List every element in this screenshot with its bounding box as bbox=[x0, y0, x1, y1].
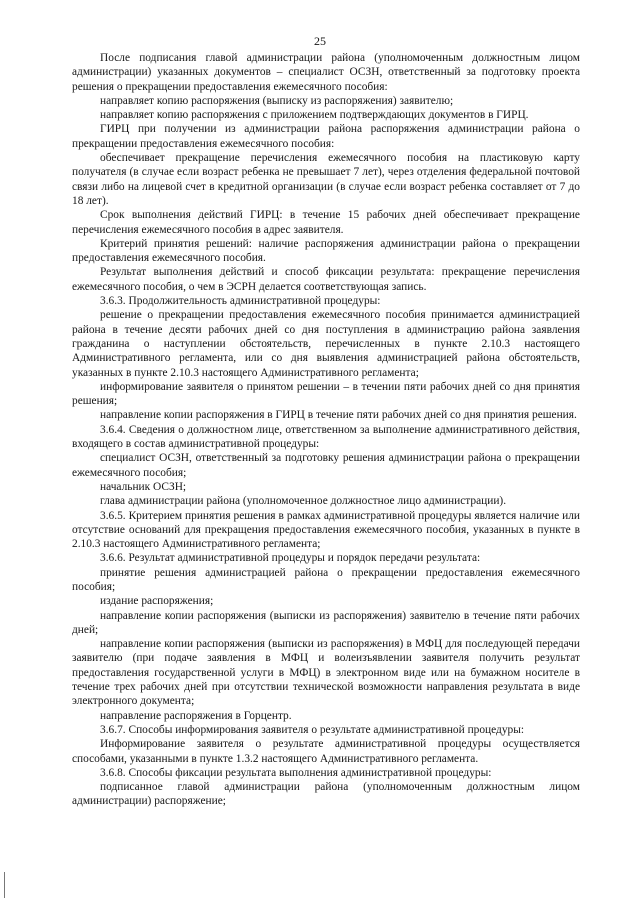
paragraph: 3.6.7. Способы информирования заявителя о результате административной процедуры: bbox=[100, 723, 525, 736]
body-text bbox=[72, 51, 580, 809]
paragraph: направление распоряжения в Горцентр. bbox=[100, 709, 292, 722]
scan-edge-mark bbox=[4, 872, 5, 898]
paragraph: подписанное главой администрации района (уполномоченным должностным лицом администрации) распоряжение; bbox=[72, 781, 580, 808]
paragraph: издание распоряжения; bbox=[100, 595, 214, 608]
paragraph: 3.6.8. Способы фиксации результата выполнения административной процедуры: bbox=[100, 766, 492, 779]
paragraph: После подписания главой администрации района (уполномоченным должностным лицом администрации) указанных документов – специалист ОСЗН, ответственный за подготовку проекта решения о прекращении предоставления ежемесячного пособия: bbox=[72, 52, 580, 93]
paragraph: 3.6.3. Продолжительность административной процедуры: bbox=[100, 295, 381, 308]
paragraph: начальник ОСЗН; bbox=[100, 480, 187, 493]
paragraph: информирование заявителя о принятом решении – в течении пяти рабочих дней со дня принятия решения; bbox=[72, 380, 580, 408]
paragraph: 3.6.5. Критерием принятия решения в рамках административной процедуры является наличие или отсутствие оснований для прекращения предоставления ежемесячного пособия, указанных в пункте в 2.10.3 настоящего Административного регламента; bbox=[72, 509, 580, 551]
paragraph: ГИРЦ при получении из администрации района распоряжения администрации района о прекращении предоставления ежемесячного пособия: bbox=[72, 123, 580, 150]
paragraph: обеспечивает прекращение перечисления ежемесячного пособия на пластиковую карту получателя (в случае если возраст ребенка не превышает 7 лет), через отделения федеральной почтовой связи либо на лицевой счет в кредитной организации (в случае если возраст ребенка составляет от 7 до 18 лет). bbox=[72, 152, 580, 207]
paragraph: 3.6.6. Результат административной процедуры и порядок передачи результата: bbox=[100, 552, 481, 565]
page-number: 25 bbox=[314, 34, 326, 48]
paragraph: специалист ОСЗН, ответственный за подготовку решения администрации района о прекращении ежемесячного пособия; bbox=[72, 452, 580, 479]
paragraph: Результат выполнения действий и способ фиксации результата: прекращение перечисления ежемесячного пособия, о чем в ЭСРН делается соответствующая запись. bbox=[72, 266, 580, 293]
paragraph: направление копии распоряжения (выписки из распоряжения) в МФЦ для последующей передачи заявителю (при подаче заявления в МФЦ и волеизъявлении заявителя получить результат предоставления государственной услуги в МФЦ) в электронном виде или на бумажном носителе в течение трех рабочих дней при отсутствии технической возможности направления результата в виде электронного документа; bbox=[72, 638, 580, 708]
paragraph: глава администрации района (уполномоченное должностное лицо администрации). bbox=[100, 495, 507, 508]
paragraph: направляет копию распоряжения (выписку из распоряжения) заявителю; bbox=[100, 94, 454, 107]
paragraph: решение о прекращении предоставления ежемесячного пособия принимается администрацией района в течение десяти рабочих дней со дня поступления в администрацию района заявления гражданина о наступлении обстоятельств, перечисленных в пункте 2.10.3 настоящего Административного регламента, или со дня выявления администрацией района обстоятельств, указанных в пункте 2.10.3 настоящего Административного регламента; bbox=[72, 309, 580, 379]
paragraph: направляет копию распоряжения с приложением подтверждающих документов в ГИРЦ. bbox=[100, 109, 529, 122]
paragraph: Информирование заявителя о результате административной процедуры осуществляется способами, указанными в пункте 1.3.2 настоящего Административного регламента. bbox=[72, 738, 580, 765]
paragraph: Критерий принятия решений: наличие распоряжения администрации района о прекращении предоставления ежемесячного пособия. bbox=[72, 237, 580, 265]
paragraph: 3.6.4. Сведения о должностном лице, ответственном за выполнение административного действия, входящего в состав административной процедуры: bbox=[72, 423, 580, 451]
paragraph: направление копии распоряжения (выписки из распоряжения) заявителю в течение пяти рабочих дней; bbox=[72, 609, 580, 636]
paragraph: Срок выполнения действий ГИРЦ: в течение 15 рабочих дней обеспечивает прекращение перечисления ежемесячного пособия в адрес заявителя. bbox=[72, 209, 580, 236]
paragraph: направление копии распоряжения в ГИРЦ в течение пяти рабочих дней со дня принятия решения. bbox=[100, 409, 577, 422]
paragraph: принятие решения администрацией района о прекращении предоставления ежемесячного пособия; bbox=[72, 566, 580, 593]
